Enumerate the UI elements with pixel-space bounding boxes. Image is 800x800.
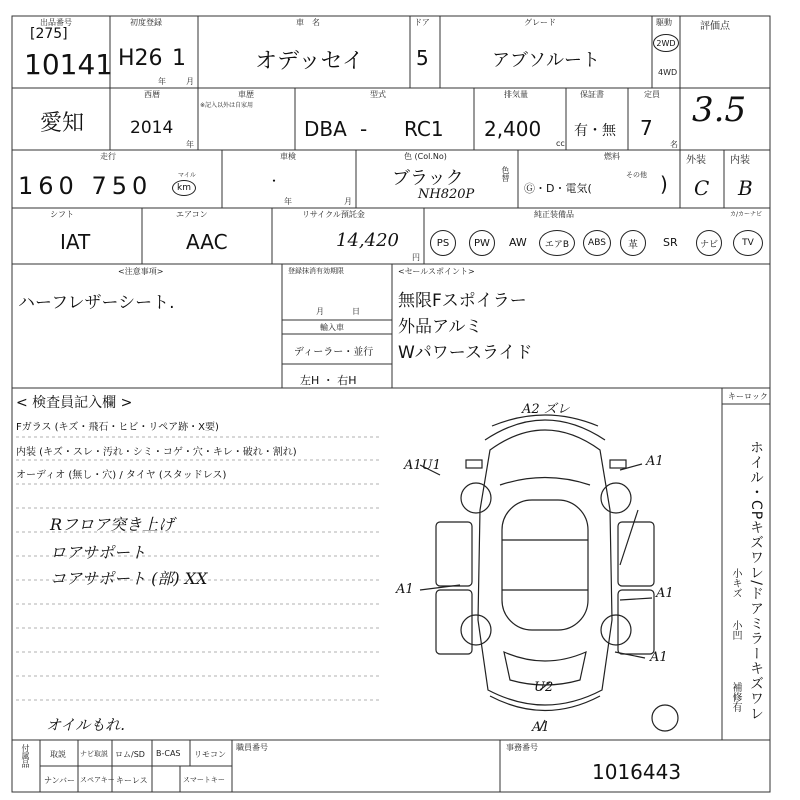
glass-line: Fガラス (キズ・飛石・ヒビ・リペア跡・X要) [16,422,219,433]
mileage: 160 750 [18,172,153,200]
body-outline [478,430,612,705]
history-label: 車歴 [238,90,254,99]
equip-aw: AW [509,236,527,249]
right-mirror [610,460,626,468]
rating-label: 評価点 [700,21,730,32]
warranty-label: 保証書 [580,90,604,99]
fuel-other: その他 [626,171,647,179]
mileage-unit-top: マイル [178,172,196,179]
equip-leather: 革 [620,230,646,256]
office-number: 1016443 [592,760,682,784]
acc-navi-manual: ナビ取説 [80,750,108,758]
handwritten-note-2: ロアサポート [50,543,147,562]
right-panel-small2: 小凹 [730,620,741,640]
grade: アブソルート [492,50,600,71]
office-number-label: 事務番号 [506,743,538,752]
caution-text: ハーフレザーシート. [18,293,175,313]
equip-label: 純正装備品 [534,210,574,219]
audio-tire-line: オーディオ (無し・穴) / タイヤ (スタッドレス) [16,470,227,481]
exterior-grade: C [694,176,710,200]
recycle-fee: 14,420 [336,230,399,251]
right-front-wheel [601,483,631,513]
car-name: オデッセイ [255,49,364,74]
acc-spare-key: スペアキー [80,776,115,784]
drive-label: 駆動 [656,18,672,27]
acc-smart-key: スマートキー [183,776,225,784]
exterior-label: 外装 [686,155,706,166]
first-reg-label: 初度登録 [130,18,162,27]
handwritten-note-1: Rフロア突き上げ [50,515,175,534]
lot-number: 10141 [24,48,114,81]
nen-mark: 年 [158,77,166,86]
model-dash: - [360,117,368,141]
cc-unit: cc [556,139,565,148]
inspector-title: < 検査員記入欄 > [16,395,133,411]
mark-right-front: A1 [646,454,664,469]
key-lock-label: キーロック [728,392,768,401]
dereg-month: 月 [316,307,324,316]
equip-pw: PW [469,230,495,256]
ac-label: エアコン [176,210,208,219]
model-label: 型式 [370,90,386,99]
drive-4wd: 4WD [658,68,678,77]
dealer-type: ディーラー・並行 [294,347,374,358]
mark-rear-bumper: A1 [532,720,550,735]
equip-extra-label: カ/カーナビ [730,211,763,218]
fuel-close: ) [660,172,668,196]
spare-tire [652,705,678,731]
handwritten-oil: オイルもれ. [46,716,126,734]
right-rear-wheel [601,615,631,645]
equip-sr: SR [663,236,678,249]
mark-right-rear: A1 [650,650,668,665]
year-nen: 年 [186,140,194,149]
acc-remote: リモコン [194,750,226,759]
shaken-dot: ・ [268,174,281,188]
mark-left-mid: A1 [396,582,414,597]
interior-line: 内装 (キズ・スレ・汚れ・シミ・コゲ・穴・キレ・破れ・割れ) [16,447,297,458]
right-panel-small1: 小キズ [730,568,741,598]
caution-label: <注意事項> [118,267,164,276]
warranty: 有・無 [574,123,616,139]
dereg-day: 日 [352,307,360,316]
displacement-label: 排気量 [504,90,528,99]
deregistration-label: 登録抹消有効期限 [288,267,344,275]
color-code: NH820P [418,187,475,202]
shaken-nen: 年 [284,197,292,206]
equip-airbag: エアB [539,230,575,256]
grade-label: グレード [524,18,556,27]
year-label: 西暦 [144,90,160,99]
equip-ps: PS [430,230,456,256]
name-label: 車 名 [296,18,320,27]
rating: 3.5 [692,90,747,130]
mileage-label: 走行 [100,152,116,161]
doors: 5 [416,46,429,70]
sales-point-3: Wパワースライド [398,343,533,363]
door-label: ドア [414,18,430,27]
era-year: H26 [118,46,163,71]
shift: IAT [60,230,91,254]
shaken-label: 車検 [280,152,296,161]
acc-rom: ロム/SD [115,750,145,759]
mark-right-mid: A1 [656,586,674,601]
region: 愛知 [40,111,85,136]
equip-abs: ABS [583,230,611,256]
tsuki-mark: 月 [186,77,194,86]
accessories-label: 付属品 [21,744,30,768]
color-name: ブラック [392,168,464,189]
model-prefix: DBA [304,117,347,141]
staff-number-label: 職員番号 [236,743,268,752]
drive-2wd: 2WD [653,34,679,52]
fuel-label: 燃料 [604,152,620,161]
mileage-unit: km [172,180,196,196]
equip-navi: ナビ [696,230,722,256]
shift-label: シフト [50,210,74,219]
left-front-wheel [461,483,491,513]
mark-front: A2 ズレ [522,402,570,417]
acc-bcas: B-CAS [156,749,181,758]
color-change-label: 色替 [501,166,510,182]
capacity-mei: 名 [670,140,678,149]
sales-point-1: 無限Fスポイラー [398,291,527,311]
acc-keyless: キーレス [116,776,148,785]
mark-rear: U2 [534,680,554,695]
interior-grade: B [738,176,753,200]
reg-month: 1 [172,46,186,71]
mark-left-front: A1U1 [404,458,441,473]
displacement: 2,400 [484,117,542,141]
shaken-tsuki: 月 [344,197,352,206]
model-year: 2014 [130,118,174,138]
recycle-label: リサイクル預託金 [302,210,365,219]
sales-label: <セールスポイント> [398,267,475,276]
equip-tv: TV [733,230,763,256]
steering: 左H ・ 右H [300,374,357,387]
model-code: RC1 [404,117,444,141]
roof [502,500,588,630]
left-rear-wheel [461,615,491,645]
left-front-door [436,522,472,586]
ac: AAC [186,230,228,254]
recycle-yen: 円 [412,253,420,262]
right-panel-text: ホイル・CPキズワレ/ドアミラーキズワレ [748,440,764,721]
handwritten-note-3: コアサポート (部) XX [50,569,208,588]
import-label: 輸入車 [320,323,344,332]
interior-label: 内装 [730,155,750,166]
capacity-label: 定員 [644,90,660,99]
fuel: Ⓖ・D・電気( [524,182,592,195]
sales-point-2: 外品アルミ [398,317,483,337]
lot-number-top: [275] [30,26,68,42]
history-sub: ※記入以外は自家用 [200,102,254,109]
color-label: 色 (Col.No) [404,152,447,161]
acc-manual: 取説 [50,750,66,759]
left-rear-door [436,590,472,654]
capacity: 7 [640,116,653,140]
left-mirror [466,460,482,468]
right-panel-repair: 補修有 [730,682,741,712]
acc-number: ナンバー [44,776,76,785]
lot-label: 出品番号 [40,18,72,27]
